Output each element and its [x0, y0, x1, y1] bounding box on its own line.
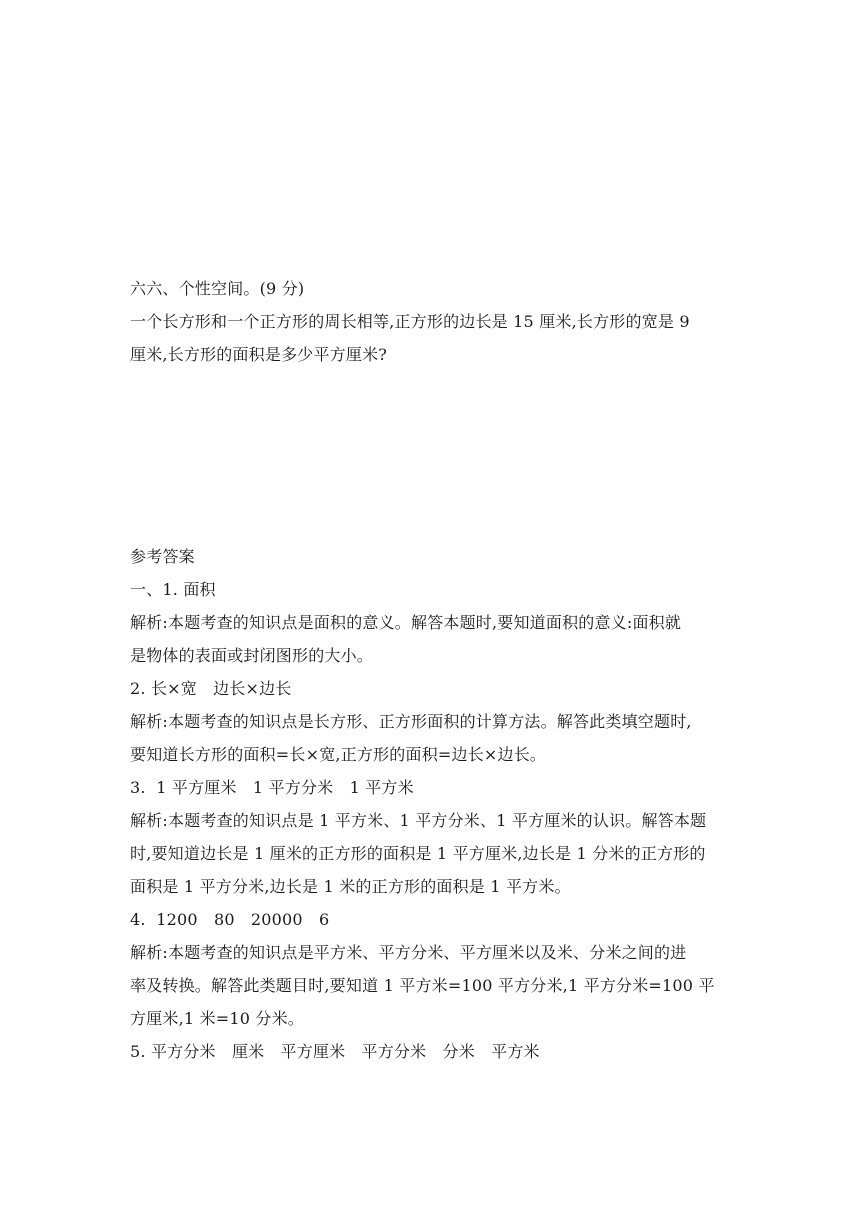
- answer-line: 解析:本题考查的知识点是 1 平方米、1 平方分米、1 平方厘米的认识。解答本题: [130, 811, 707, 830]
- answer-line: 方厘米,1 米=10 分米。: [130, 1009, 305, 1028]
- answer-line: 一、1. 面积: [130, 580, 216, 599]
- answer-line: 率及转换。解答此类题目时,要知道 1 平方米=100 平方分米,1 平方分米=100 平: [130, 976, 715, 995]
- answer-line: 5. 平方分米 厘米 平方厘米 平方分米 分米 平方米: [130, 1042, 540, 1061]
- answer-line: 时,要知道边长是 1 厘米的正方形的面积是 1 平方厘米,边长是 1 分米的正方形的: [130, 844, 706, 863]
- answer-line: 是物体的表面或封闭图形的大小。: [130, 646, 374, 665]
- answer-key: [130, 540, 730, 1068]
- answer-line: 3. 1 平方厘米 1 平方分米 1 平方米: [130, 778, 414, 797]
- answer-line: 面积是 1 平方分米,边长是 1 米的正方形的面积是 1 平方米。: [130, 877, 571, 896]
- section-six: [130, 272, 730, 371]
- question-text-line-2: 厘米,长方形的面积是多少平方厘米?: [130, 345, 388, 364]
- answer-line: 2. 长×宽 边长×边长: [130, 679, 292, 698]
- section-heading: 六六、个性空间。(9 分): [130, 279, 305, 298]
- answer-line: 要知道长方形的面积=长×宽,正方形的面积=边长×边长。: [130, 745, 547, 764]
- answer-line: 4. 1200 80 20000 6: [130, 910, 330, 929]
- answer-key-title: 参考答案: [130, 547, 195, 566]
- answer-line: 解析:本题考查的知识点是长方形、正方形面积的计算方法。解答此类填空题时,: [130, 712, 692, 731]
- answer-line: 解析:本题考查的知识点是平方米、平方分米、平方厘米以及米、分米之间的进: [130, 943, 687, 962]
- question-text-line-1: 一个长方形和一个正方形的周长相等,正方形的边长是 15 厘米,长方形的宽是 9: [130, 312, 690, 331]
- answer-line: 解析:本题考查的知识点是面积的意义。解答本题时,要知道面积的意义:面积就: [130, 613, 682, 632]
